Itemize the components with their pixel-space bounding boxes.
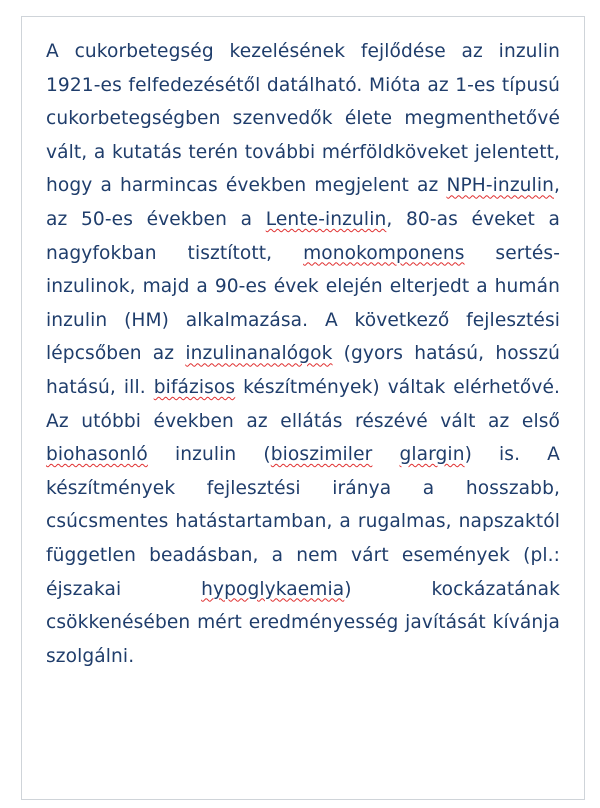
text-box[interactable] xyxy=(21,16,585,800)
misspelled-word[interactable]: Lente-inzulin xyxy=(265,208,387,230)
body-paragraph xyxy=(46,35,560,673)
misspelled-word[interactable]: monokomponens xyxy=(303,242,465,264)
text-segment: inzulin ( xyxy=(147,444,271,466)
text-segment: sertés-inzulinok, majd a 90-es évek elején elterjedt a humán inzulin (HM) alkalmazása. A következő fejlesztési lépcsőben az xyxy=(46,242,560,365)
misspelled-word[interactable]: hypoglykaemia xyxy=(201,578,345,600)
misspelled-word[interactable]: bioszimiler xyxy=(270,444,373,466)
misspelled-word[interactable]: NPH-inzulin xyxy=(446,175,554,197)
text-segment: készítmények) váltak elérhetővé. Az utóbbi években az ellátás részévé vált az első xyxy=(46,376,560,432)
text-segment: A cukorbetegség kezelésének fejlődése az inzulin 1921-es felfedezésétől datálható. Mióta az 1-es típusú cukorbetegségben szenvedők élete megmenthetővé vált, a kutatás terén további mérföldköveket jelentett, hogy a harmincas években megjelent az xyxy=(46,41,560,197)
text-segment: (gyors hatású, hosszú hatású, ill. xyxy=(46,343,560,398)
text-segment: , az 50-es években a xyxy=(46,175,560,230)
text-segment xyxy=(372,444,399,465)
text-segment: ) kockázatának csökkenésében mért eredményesség javítását kívánja szolgálni. xyxy=(46,578,560,667)
text-segment: , 80-as éveket a nagyfokban tisztított, xyxy=(46,208,560,264)
misspelled-word[interactable]: bifázisos xyxy=(153,376,236,398)
misspelled-word[interactable]: glargin xyxy=(399,444,465,466)
misspelled-word[interactable]: inzulinanalógok xyxy=(185,343,333,365)
misspelled-word[interactable]: biohasonló xyxy=(46,444,148,466)
text-segment: ) is. A készítmények fejlesztési iránya a hosszabb, csúcsmentes hatástartamban, a rugalmas, napszaktól független beadásban, a nem várt események (pl.: éjszakai xyxy=(46,444,561,600)
